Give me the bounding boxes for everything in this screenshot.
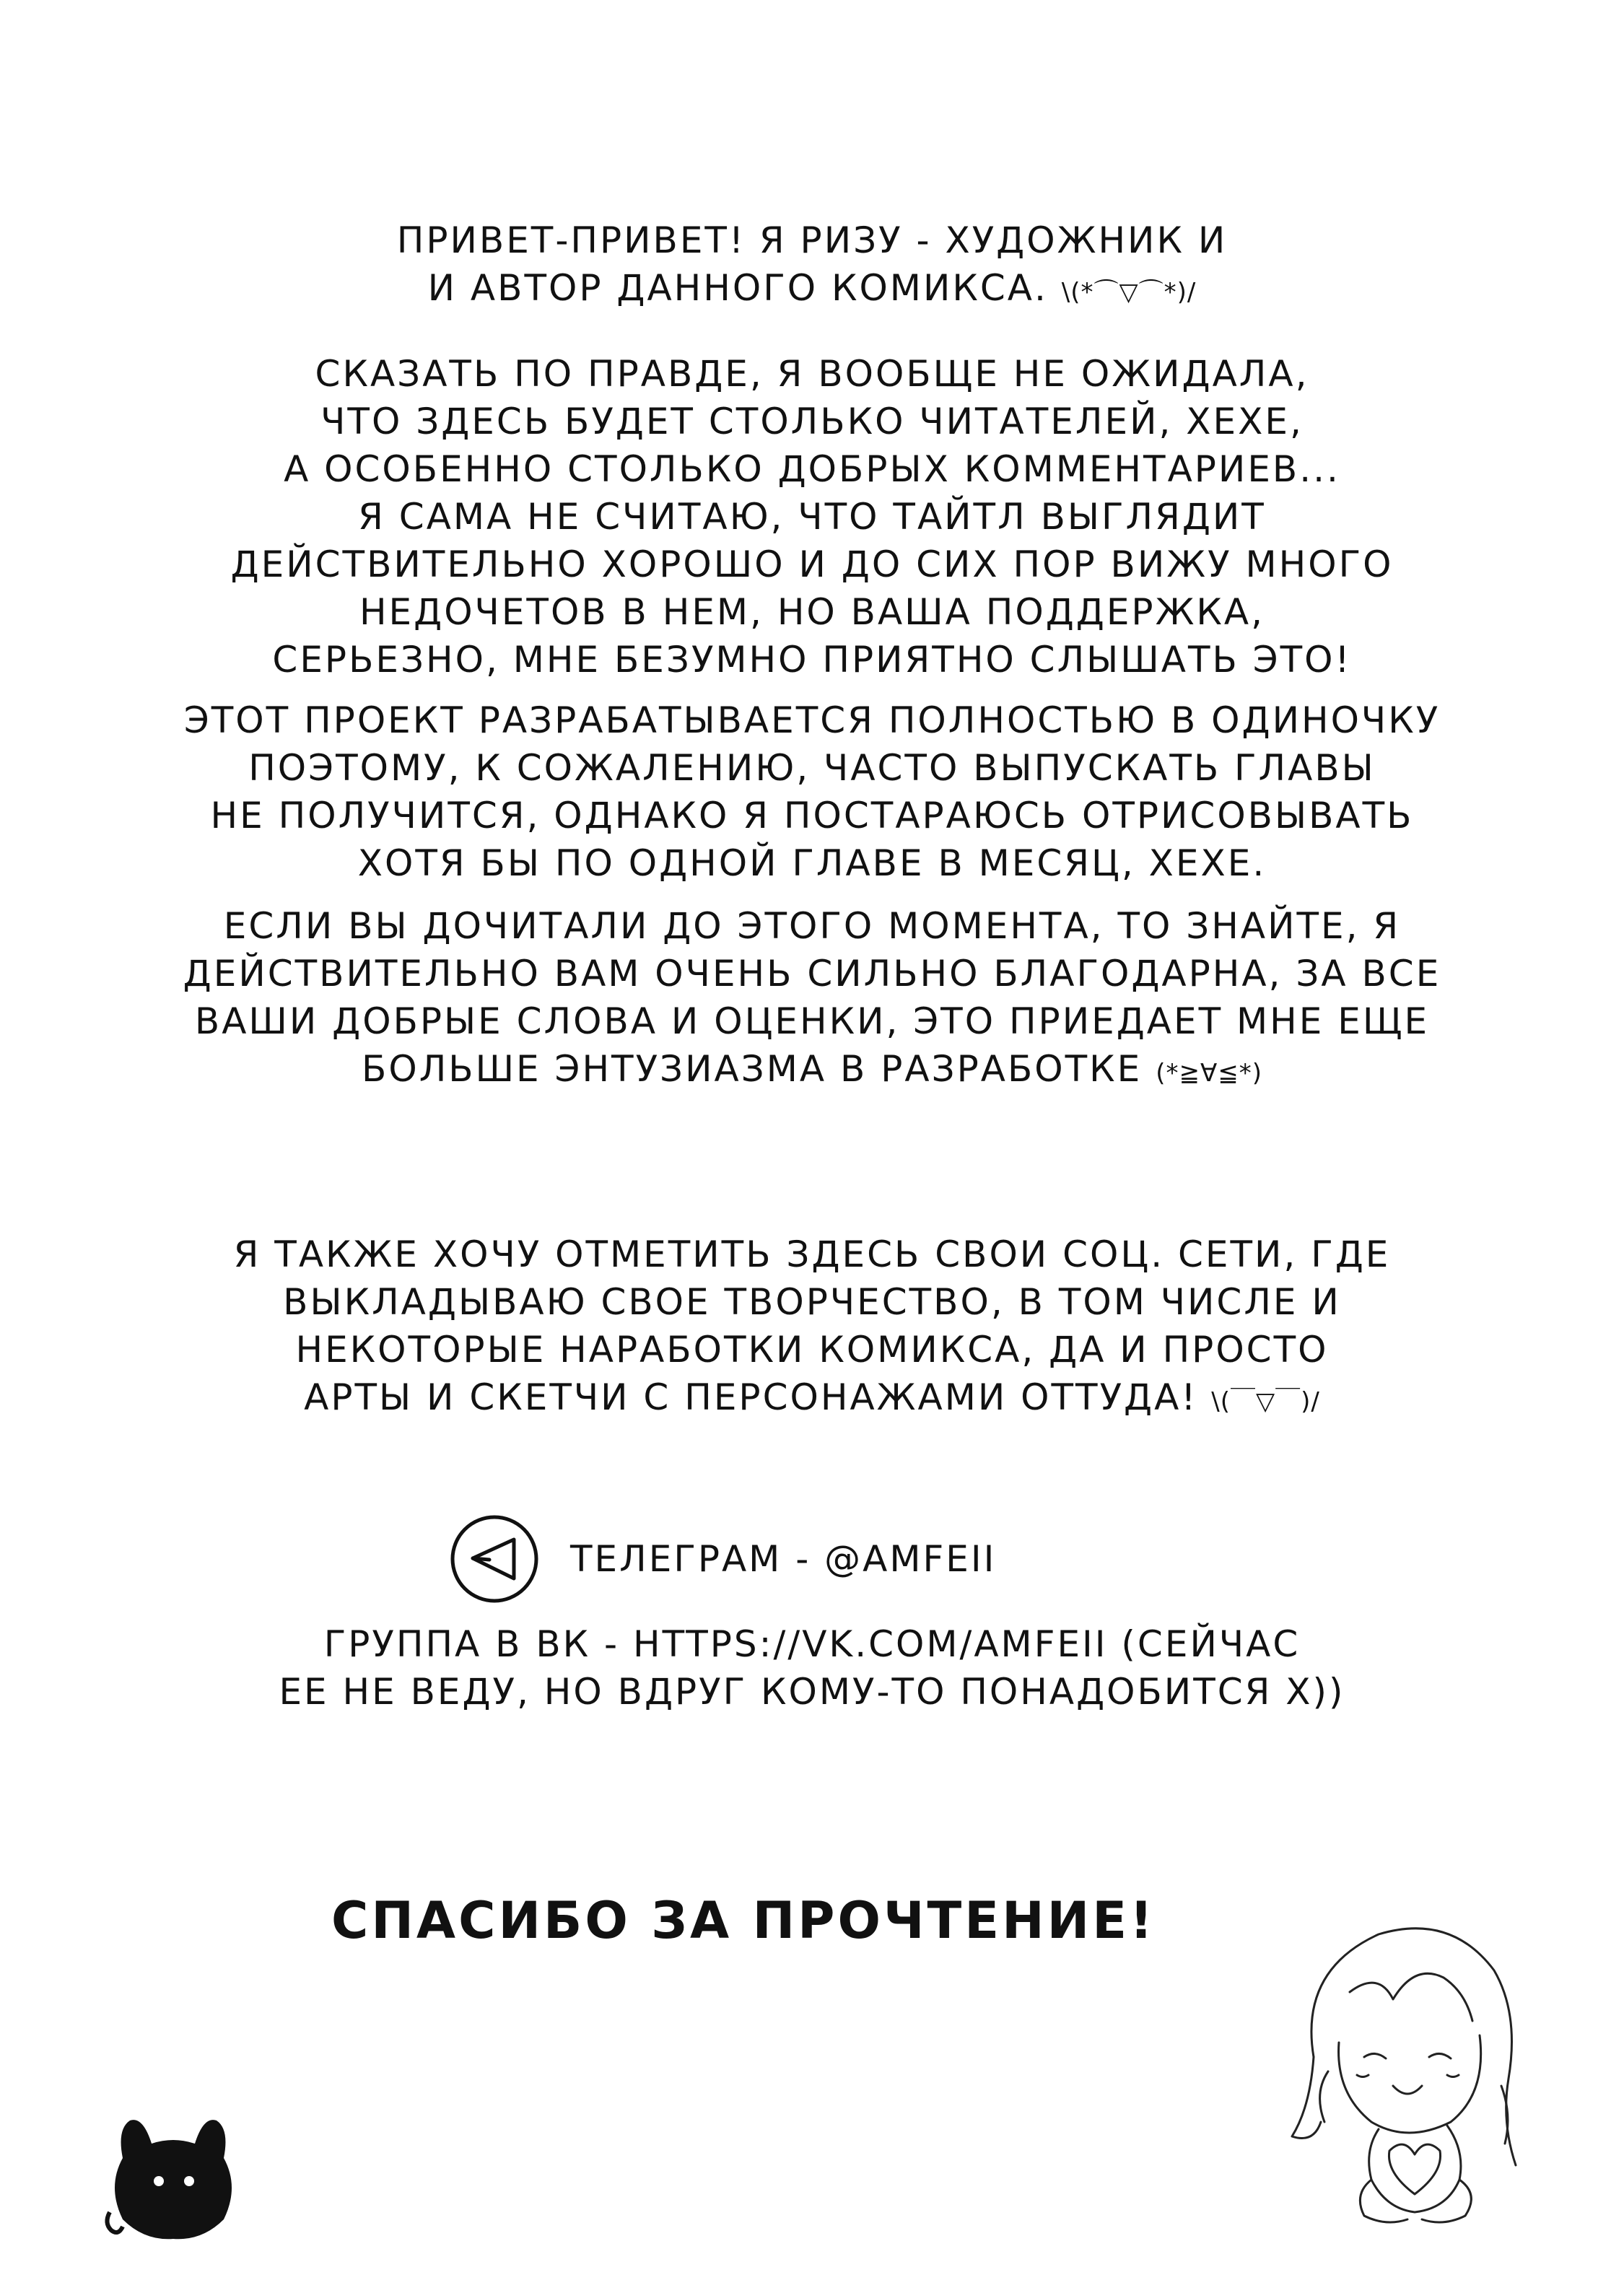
thanks-line-3: ВАШИ ДОБРЫЕ СЛОВА И ОЦЕНКИ, ЭТО ПРИЕДАЕТ МНЕ ЕЩЕ [194,1000,1430,1042]
intro-paragraph [0,217,1624,316]
socials-emoticon: \(￣▽￣)/ [1211,1387,1320,1416]
thanks-heading: СПАСИБО ЗА ПРОЧТЕНИЕ! [331,1891,1156,1950]
gratitude-line: СКАЗАТЬ ПО ПРАВДЕ, Я ВООБЩЕ НЕ ОЖИДАЛА, [315,353,1309,395]
project-line: ПОЭТОМУ, К СОЖАЛЕНИЮ, ЧАСТО ВЫПУСКАТЬ ГЛАВЫ [248,747,1376,789]
thanks-line-4 [0,1045,1624,1097]
project-paragraph [0,696,1624,887]
gratitude-line: А ОСОБЕННО СТОЛЬКО ДОБРЫХ КОММЕНТАРИЕВ... [284,448,1340,490]
thanks-line-1: ЕСЛИ ВЫ ДОЧИТАЛИ ДО ЭТОГО МОМЕНТА, ТО ЗНАЙТЕ, Я [223,905,1401,947]
gratitude-line: СЕРЬЕЗНО, МНЕ БЕЗУМНО ПРИЯТНО СЛЫШАТЬ ЭТО! [272,639,1352,681]
gratitude-line: Я САМА НЕ СЧИТАЮ, ЧТО ТАЙТЛ ВЫГЛЯДИТ [358,496,1266,538]
gratitude-paragraph [0,350,1624,683]
intro-emoticon: \(*⌒▽⌒*)/ [1061,278,1197,307]
gratitude-line: НЕДОЧЕТОВ В НЕМ, НО ВАША ПОДДЕРЖКА, [359,591,1265,633]
gratitude-line: ЧТО ЗДЕСЬ БУДЕТ СТОЛЬКО ЧИТАТЕЛЕЙ, ХЕХЕ, [320,401,1304,442]
project-line: ХОТЯ БЫ ПО ОДНОЙ ГЛАВЕ В МЕСЯЦ, ХЕХЕ. [357,842,1267,884]
thanks-line-4-text: БОЛЬШЕ ЭНТУЗИАЗМА В РАЗРАБОТКЕ [362,1048,1143,1090]
thanks-line-2: ДЕЙСТВИТЕЛЬНО ВАМ ОЧЕНЬ СИЛЬНО БЛАГОДАРНА, ЗА ВСЕ [183,953,1441,995]
telegram-row[interactable] [448,1512,996,1606]
socials-line-4-text: АРТЫ И СКЕТЧИ С ПЕРСОНАЖАМИ ОТТУДА! [304,1376,1198,1418]
socials-line-1: Я ТАКЖЕ ХОЧУ ОТМЕТИТЬ ЗДЕСЬ СВОИ СОЦ. СЕТИ, ГДЕ [233,1233,1391,1275]
cat-silhouette-icon [101,2115,245,2245]
thanks-paragraph [0,902,1624,1097]
project-line: ЭТОТ ПРОЕКТ РАЗРАБАТЫВАЕТСЯ ПОЛНОСТЬЮ В ОДИНОЧКУ [183,699,1441,741]
thanks-emoticon: (*≧∀≦*) [1156,1059,1262,1088]
vk-line-1[interactable]: ГРУППА В ВК - HTTPS://VK.COM/AMFEII (СЕЙЧАС [323,1623,1301,1665]
gratitude-line: ДЕЙСТВИТЕЛЬНО ХОРОШО И ДО СИХ ПОР ВИЖУ МНОГО [230,543,1394,585]
chibi-girl-sketch [1270,1905,1545,2237]
intro-line-2-text: И АВТОР ДАННОГО КОМИКСА. [427,267,1048,309]
project-line: НЕ ПОЛУЧИТСЯ, ОДНАКО Я ПОСТАРАЮСЬ ОТРИСОВЫВАТЬ [210,795,1414,837]
intro-line-1: ПРИВЕТ-ПРИВЕТ! Я РИЗУ - ХУДОЖНИК И [396,219,1228,261]
telegram-icon [448,1512,541,1606]
socials-line-4 [0,1373,1624,1425]
intro-line-2 [0,264,1624,316]
telegram-handle[interactable]: ТЕЛЕГРАМ - @AMFEII [570,1538,997,1580]
socials-line-2: ВЫКЛАДЫВАЮ СВОЕ ТВОРЧЕСТВО, В ТОМ ЧИСЛЕ И [283,1281,1341,1323]
vk-paragraph [0,1620,1624,1716]
socials-paragraph [0,1231,1624,1425]
vk-line-2: ЕЕ НЕ ВЕДУ, НО ВДРУГ КОМУ-ТО ПОНАДОБИТСЯ X)) [279,1671,1345,1713]
socials-line-3: НЕКОТОРЫЕ НАРАБОТКИ КОМИКСА, ДА И ПРОСТО [295,1329,1329,1371]
